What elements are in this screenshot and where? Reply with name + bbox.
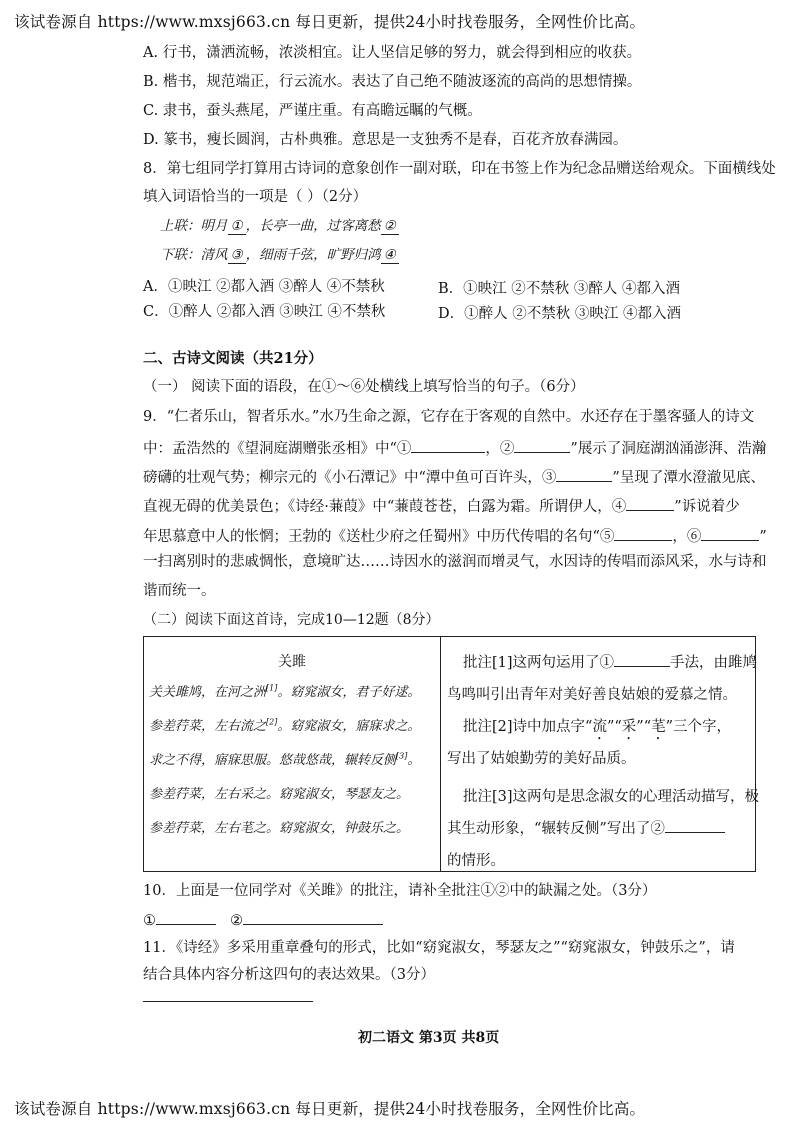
top-source-banner: 该试卷源自 https://www.mxsj663.cn 每日更新，提供24小时找卷服务，全网性价比高。 [14, 13, 646, 31]
q11-line1: 11．《诗经》多采用重章叠句的形式，比如“窈窕淑女，琴瑟友之”“窈窕淑女，钟鼓乐之”，请 [143, 940, 735, 956]
q9-line6: 一扫离别时的悲戚惆怅，意境旷达……诗因水的滋润而增灵气，水因诗的传唱而添风采，水与诗和 [143, 554, 767, 570]
poem-annotation-table [143, 636, 760, 872]
q9-blank-2[interactable] [514, 438, 570, 453]
poem-line-4: 参差荇菜，左右采之。窈窕淑女，琴瑟友之。 [149, 787, 410, 802]
poem-line-3: 求之不得，寤寐思服。悠哉悠哉，辗转反侧[3]。 [149, 751, 421, 768]
q7-option-c: C. 隶书，蚕头燕尾，严谨庄重。有高瞻远瞩的气概。 [143, 103, 482, 119]
poem-line-1: 关关雎鸠，在河之洲[1]。窈窕淑女，君子好逑。 [149, 683, 421, 700]
note3-line3: 的情形。 [447, 853, 505, 869]
note1-blank[interactable] [614, 652, 670, 667]
q8-option-d: D．①醉人 ②不禁秋 ③映江 ④都入酒 [438, 306, 681, 322]
note3-line2: 其生动形象，“辗转反侧”写出了② [447, 817, 725, 838]
q10-answer-line: ① ② [143, 910, 383, 929]
section2-title: 二、古诗文阅读（共21分） [143, 350, 323, 367]
q10-stem: 10．上面是一位同学对《关雎》的批注，请补全批注①②中的缺漏之处。（3分） [143, 883, 657, 899]
note3-blank[interactable] [665, 818, 725, 833]
note1-line2: 鸟鸣叫引出青年对美好善良姑娘的爱慕之情。 [447, 687, 737, 703]
q7-option-b: B. 楷书，规范端正，行云流水。表达了自己绝不随波逐流的高尚的思想情操。 [143, 74, 642, 90]
q9-line4: 直视无碍的优美景色；《诗经·蒹葭》中“蒹葭苍苍，白露为霜。所谓伊人，④ ”诉说着少 [143, 496, 740, 515]
bottom-source-banner: 该试卷源自 https://www.mxsj663.cn 每日更新，提供24小时找卷服务，全网性价比高。 [14, 1100, 646, 1118]
q9-blank-6[interactable] [701, 526, 759, 541]
q11-line2: 结合具体内容分析这四句的表达效果。（3分） [143, 967, 435, 983]
annotation-cell [441, 637, 760, 872]
part2-instruction: （二）阅读下面这首诗，完成10—12题（8分） [143, 612, 440, 628]
q8-upper-couplet: 上联：明月 ① ，长亭一曲，过客离愁 ② [160, 220, 399, 234]
lower-blank-3: ③ [228, 247, 246, 264]
upper-blank-1: ① [228, 218, 246, 235]
note2-line2: 写出了姑娘勤劳的美好品质。 [447, 751, 636, 767]
q8-stem-line1: 8．第七组同学打算用古诗词的意象创作一副对联，印在书签上作为纪念品赠送给观众。下面横线处 [143, 161, 776, 177]
q9-blank-1[interactable] [411, 438, 485, 453]
q9-line5: 年思慕意中人的怅惘；王勃的《送杜少府之任蜀州》中历代传唱的名句“⑤ ，⑥ ” [143, 526, 767, 545]
q9-line1: 9．“仁者乐山，智者乐水。”水乃生命之源，它存在于客观的自然中。水还存在于墨客骚人的诗文 [143, 409, 755, 425]
note3-line1: 批注[3]这两句是思念淑女的心理活动描写，极 [463, 789, 760, 805]
section2-part1-instruction: （一） 阅读下面的语段，在①～⑥处横线上填写恰当的句子。（6分） [143, 379, 585, 395]
note1-line1: 批注[1]这两句运用了① 手法，由雎鸠 [463, 651, 757, 672]
q8-option-c: C．①醉人 ②都入酒 ③映江 ④不禁秋 [143, 304, 386, 320]
note2-line1: 批注[2]诗中加点字“流”“采”“芼”三个字， [463, 719, 732, 735]
q8-lower-couplet: 下联：清风 ③ ，细雨千弦，旷野归鸿 ④ [160, 249, 399, 263]
poem-title: 关雎 [278, 654, 306, 670]
q10-blank-2[interactable] [243, 910, 383, 925]
q9-blank-4[interactable] [626, 496, 674, 511]
q9-line2: 中：孟浩然的《望洞庭湖赠张丞相》中“① ，② ”展示了洞庭湖汹涌澎湃、浩瀚 [143, 438, 766, 457]
page-number-footer: 初二语文 第3页 共8页 [358, 1030, 500, 1046]
poem-cell [144, 637, 441, 872]
q10-blank-1[interactable] [156, 910, 216, 925]
upper-blank-2: ② [381, 218, 399, 235]
poem-line-5: 参差荇菜，左右芼之。窈窕淑女，钟鼓乐之。 [149, 821, 410, 836]
q9-line3: 磅礴的壮观气势；柳宗元的《小石潭记》中“潭中鱼可百许头，③ ”呈现了潭水澄澈见底、 [143, 467, 765, 486]
q11-answer-line[interactable] [143, 1001, 313, 1002]
q8-option-a: A．①映江 ②都入酒 ③醉人 ④不禁秋 [143, 279, 385, 295]
q9-blank-5[interactable] [614, 526, 672, 541]
poem-line-2: 参差荇菜，左右流之[2]。窈窕淑女，寤寐求之。 [149, 717, 421, 734]
q9-line7: 谐而统一。 [143, 583, 216, 599]
q9-blank-3[interactable] [556, 467, 612, 482]
lower-blank-4: ④ [381, 247, 399, 264]
q7-option-a: A. 行书，潇洒流畅，浓淡相宜。让人坚信足够的努力，就会得到相应的收获。 [143, 45, 642, 61]
q8-option-b: B．①映江 ②不禁秋 ③醉人 ④都入酒 [438, 281, 680, 297]
q7-option-d: D. 篆书，瘦长圆润，古朴典雅。意思是一支独秀不是春，百花齐放春满园。 [143, 132, 628, 148]
q8-stem-line2: 填入词语恰当的一项是（ ）（2分） [143, 189, 368, 205]
